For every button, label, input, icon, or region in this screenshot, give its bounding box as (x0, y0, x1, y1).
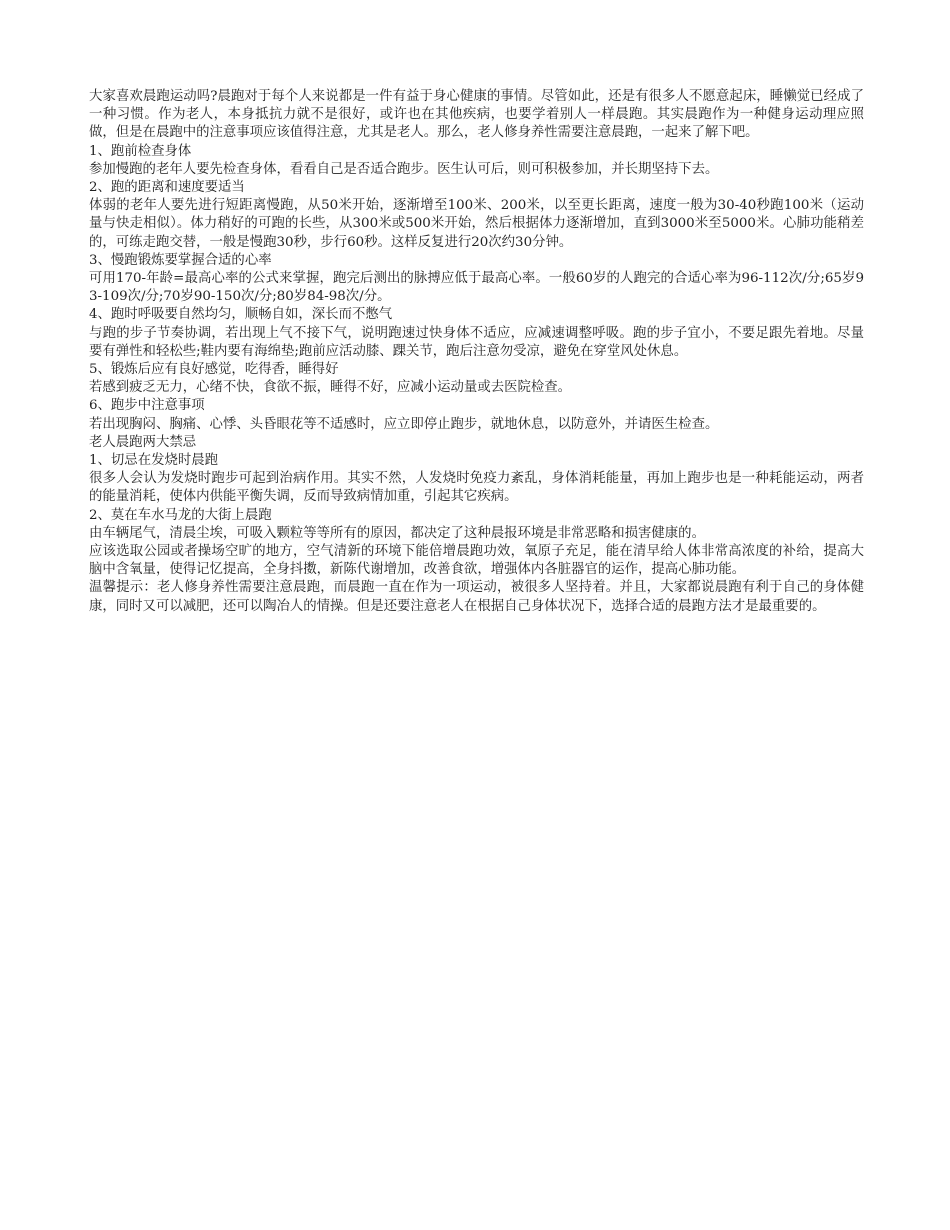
paragraph-park: 应该选取公园或者操场空旷的地方，空气清新的环境下能倍增晨跑功效，氧原子充足，能在清早给人体非常高浓度的补给，提高大脑中含氧量，使得记忆提高，全身抖擞，新陈代谢增加，改善食欲，增强体内各脏器官的运作，提高心肺功能。 (89, 544, 864, 578)
heading-after-exercise: 5、锻炼后应有良好感觉，吃得香，睡得好 (89, 362, 339, 378)
paragraph-heart-rate: 可用170-年龄=最高心率的公式来掌握，跑完后测出的脉搏应低于最高心率。一般60岁的人跑完的合适心率为96-112次/分;65岁93-109次/分;70岁90-150次/分;80岁84-98次/分。 (89, 271, 864, 305)
paragraph-distance-speed: 体弱的老年人要先进行短距离慢跑，从50米开始，逐渐增至100米、200米，以至更长距离，速度一般为30-40秒跑100米（运动量与快走相似）。体力稍好的可跑的长些，从300米或500米开始，然后根据体力逐渐增加，直到3000米至5000米。心肺功能稍差的，可练走跑交替，一般是慢跑30秒，步行60秒。这样反复进行20次约30分钟。 (89, 198, 864, 250)
heading-distance-speed: 2、跑的距离和速度要适当 (89, 180, 245, 196)
heading-check-body: 1、跑前检查身体 (89, 143, 192, 159)
heading-traffic: 2、莫在车水马龙的大街上晨跑 (89, 507, 272, 523)
heading-taboos: 老人晨跑两大禁忌 (89, 434, 197, 450)
heading-heart-rate: 3、慢跑锻炼要掌握合适的心率 (89, 252, 272, 268)
paragraph-tip: 温馨提示：老人修身养性需要注意晨跑，而晨跑一直在作为一项运动，被很多人坚持着。并且，大家都说晨跑有利于自己的身体健康，同时又可以减肥，还可以陶冶人的情操。但是还要注意老人在根据自己身体状况下，选择合适的晨跑方法才是最重要的。 (89, 580, 864, 614)
paragraph-precautions: 若出现胸闷、胸痛、心悸、头昏眼花等不适感时，应立即停止跑步，就地休息，以防意外，并请医生检查。 (89, 416, 719, 432)
paragraph-fever: 很多人会认为发烧时跑步可起到治病作用。其实不然，人发烧时免疫力紊乱，身体消耗能量，再加上跑步也是一种耗能运动，两者的能量消耗，使体内供能平衡失调，反而导致病情加重，引起其它疾病。 (89, 471, 864, 505)
paragraph-after-exercise: 若感到疲乏无力，心绪不快，食欲不振，睡得不好，应减小运动量或去医院检查。 (89, 380, 572, 396)
heading-fever: 1、切忌在发烧时晨跑 (89, 453, 219, 469)
article-body (89, 88, 864, 616)
paragraph-breathing: 与跑的步子节奏协调，若出现上气不接下气，说明跑速过快身体不适应，应减速调整呼吸。跑的步子宜小，不要足跟先着地。尽量要有弹性和轻松些;鞋内要有海绵垫;跑前应活动膝、踝关节，跑后注意勿受凉，避免在穿堂风处休息。 (89, 325, 864, 359)
paragraph-check-body: 参加慢跑的老年人要先检查身体，看看自己是否适合跑步。医生认可后，则可积极参加，并长期坚持下去。 (89, 161, 719, 177)
paragraph-traffic: 由车辆尾气，清晨尘埃，可吸入颗粒等等所有的原因，都决定了这种晨报环境是非常恶略和损害健康的。 (89, 525, 705, 541)
intro-paragraph: 大家喜欢晨跑运动吗?晨跑对于每个人来说都是一件有益于身心健康的事情。尽管如此，还是有很多人不愿意起床，睡懒觉已经成了一种习惯。作为老人，本身抵抗力就不是很好，或许也在其他疾病，也要学着别人一样晨跑。其实晨跑作为一种健身运动理应照做，但是在晨跑中的注意事项应该值得注意，尤其是老人。那么，老人修身养性需要注意晨跑，一起来了解下吧。 (89, 89, 864, 141)
heading-precautions: 6、跑步中注意事项 (89, 398, 205, 414)
heading-breathing: 4、跑时呼吸要自然均匀，顺畅自如，深长而不憋气 (89, 307, 393, 323)
